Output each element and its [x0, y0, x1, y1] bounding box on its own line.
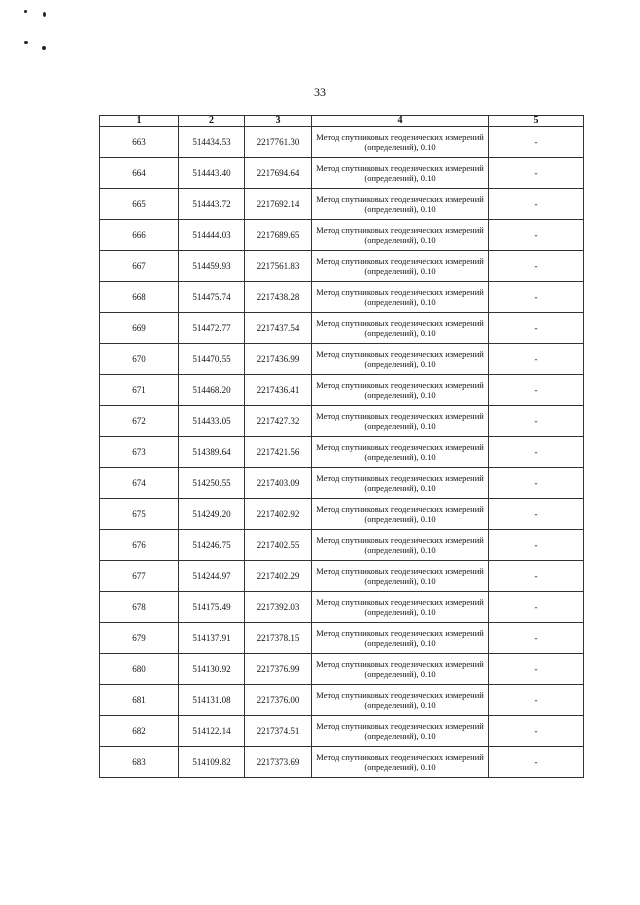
point-number-cell: 678 [100, 592, 179, 623]
table-row [100, 499, 584, 530]
point-number-cell: 670 [100, 344, 179, 375]
point-number-cell: 681 [100, 685, 179, 716]
table-row [100, 220, 584, 251]
point-number-cell: 674 [100, 468, 179, 499]
note-cell: - [489, 499, 584, 530]
scan-speck [43, 12, 46, 17]
method-cell: Метод спутниковых геодезических измерений (определений), 0.10 [312, 747, 489, 778]
column-header: 4 [312, 116, 489, 127]
table-row [100, 747, 584, 778]
table-row [100, 654, 584, 685]
y-coordinate-cell: 2217376.99 [245, 654, 312, 685]
x-coordinate-cell: 514250.55 [179, 468, 245, 499]
column-header: 1 [100, 116, 179, 127]
method-cell: Метод спутниковых геодезических измерений (определений), 0.10 [312, 344, 489, 375]
point-number-cell: 666 [100, 220, 179, 251]
point-number-cell: 680 [100, 654, 179, 685]
y-coordinate-cell: 2217427.32 [245, 406, 312, 437]
table-row [100, 375, 584, 406]
point-number-cell: 672 [100, 406, 179, 437]
note-cell: - [489, 375, 584, 406]
method-cell: Метод спутниковых геодезических измерений (определений), 0.10 [312, 530, 489, 561]
scan-speck [24, 41, 28, 44]
scan-speck [42, 46, 46, 50]
note-cell: - [489, 406, 584, 437]
note-cell: - [489, 592, 584, 623]
y-coordinate-cell: 2217561.83 [245, 251, 312, 282]
x-coordinate-cell: 514122.14 [179, 716, 245, 747]
point-number-cell: 671 [100, 375, 179, 406]
method-cell: Метод спутниковых геодезических измерений (определений), 0.10 [312, 313, 489, 344]
y-coordinate-cell: 2217374.51 [245, 716, 312, 747]
method-cell: Метод спутниковых геодезических измерений (определений), 0.10 [312, 220, 489, 251]
method-cell: Метод спутниковых геодезических измерений (определений), 0.10 [312, 282, 489, 313]
table-row [100, 127, 584, 158]
note-cell: - [489, 251, 584, 282]
y-coordinate-cell: 2217436.99 [245, 344, 312, 375]
x-coordinate-cell: 514244.97 [179, 561, 245, 592]
column-header: 5 [489, 116, 584, 127]
method-cell: Метод спутниковых геодезических измерений (определений), 0.10 [312, 406, 489, 437]
point-number-cell: 665 [100, 189, 179, 220]
note-cell: - [489, 530, 584, 561]
note-cell: - [489, 189, 584, 220]
x-coordinate-cell: 514246.75 [179, 530, 245, 561]
x-coordinate-cell: 514109.82 [179, 747, 245, 778]
point-number-cell: 683 [100, 747, 179, 778]
table-row [100, 437, 584, 468]
table-row [100, 313, 584, 344]
note-cell: - [489, 158, 584, 189]
x-coordinate-cell: 514443.72 [179, 189, 245, 220]
y-coordinate-cell: 2217392.03 [245, 592, 312, 623]
point-number-cell: 682 [100, 716, 179, 747]
y-coordinate-cell: 2217421.56 [245, 437, 312, 468]
y-coordinate-cell: 2217694.64 [245, 158, 312, 189]
table-row [100, 282, 584, 313]
note-cell: - [489, 623, 584, 654]
method-cell: Метод спутниковых геодезических измерений (определений), 0.10 [312, 251, 489, 282]
y-coordinate-cell: 2217378.15 [245, 623, 312, 654]
x-coordinate-cell: 514444.03 [179, 220, 245, 251]
table-row [100, 623, 584, 654]
y-coordinate-cell: 2217402.92 [245, 499, 312, 530]
x-coordinate-cell: 514459.93 [179, 251, 245, 282]
column-header: 3 [245, 116, 312, 127]
table-row [100, 189, 584, 220]
method-cell: Метод спутниковых геодезических измерений (определений), 0.10 [312, 437, 489, 468]
x-coordinate-cell: 514389.64 [179, 437, 245, 468]
y-coordinate-cell: 2217436.41 [245, 375, 312, 406]
x-coordinate-cell: 514249.20 [179, 499, 245, 530]
table-row [100, 406, 584, 437]
table-row [100, 592, 584, 623]
table-row [100, 716, 584, 747]
note-cell: - [489, 313, 584, 344]
point-number-cell: 663 [100, 127, 179, 158]
point-number-cell: 677 [100, 561, 179, 592]
y-coordinate-cell: 2217437.54 [245, 313, 312, 344]
y-coordinate-cell: 2217376.00 [245, 685, 312, 716]
y-coordinate-cell: 2217402.29 [245, 561, 312, 592]
method-cell: Метод спутниковых геодезических измерений (определений), 0.10 [312, 561, 489, 592]
y-coordinate-cell: 2217402.55 [245, 530, 312, 561]
method-cell: Метод спутниковых геодезических измерений (определений), 0.10 [312, 468, 489, 499]
note-cell: - [489, 282, 584, 313]
table-body [100, 127, 584, 778]
method-cell: Метод спутниковых геодезических измерений (определений), 0.10 [312, 716, 489, 747]
point-number-cell: 673 [100, 437, 179, 468]
y-coordinate-cell: 2217689.65 [245, 220, 312, 251]
x-coordinate-cell: 514468.20 [179, 375, 245, 406]
x-coordinate-cell: 514470.55 [179, 344, 245, 375]
x-coordinate-cell: 514434.53 [179, 127, 245, 158]
note-cell: - [489, 561, 584, 592]
method-cell: Метод спутниковых геодезических измерений (определений), 0.10 [312, 375, 489, 406]
table-row [100, 468, 584, 499]
x-coordinate-cell: 514433.05 [179, 406, 245, 437]
coordinates-table [99, 115, 584, 778]
x-coordinate-cell: 514131.08 [179, 685, 245, 716]
note-cell: - [489, 468, 584, 499]
table-row [100, 561, 584, 592]
table-row [100, 685, 584, 716]
point-number-cell: 669 [100, 313, 179, 344]
x-coordinate-cell: 514175.49 [179, 592, 245, 623]
x-coordinate-cell: 514137.91 [179, 623, 245, 654]
method-cell: Метод спутниковых геодезических измерений (определений), 0.10 [312, 127, 489, 158]
point-number-cell: 679 [100, 623, 179, 654]
point-number-cell: 667 [100, 251, 179, 282]
page-number: 33 [314, 85, 326, 99]
method-cell: Метод спутниковых геодезических измерений (определений), 0.10 [312, 158, 489, 189]
y-coordinate-cell: 2217438.28 [245, 282, 312, 313]
table-header-row [100, 116, 584, 127]
method-cell: Метод спутниковых геодезических измерений (определений), 0.10 [312, 592, 489, 623]
note-cell: - [489, 437, 584, 468]
note-cell: - [489, 127, 584, 158]
table-row [100, 158, 584, 189]
y-coordinate-cell: 2217403.09 [245, 468, 312, 499]
x-coordinate-cell: 514443.40 [179, 158, 245, 189]
note-cell: - [489, 344, 584, 375]
method-cell: Метод спутниковых геодезических измерений (определений), 0.10 [312, 623, 489, 654]
note-cell: - [489, 654, 584, 685]
method-cell: Метод спутниковых геодезических измерений (определений), 0.10 [312, 654, 489, 685]
table-row [100, 344, 584, 375]
y-coordinate-cell: 2217373.69 [245, 747, 312, 778]
point-number-cell: 676 [100, 530, 179, 561]
note-cell: - [489, 220, 584, 251]
point-number-cell: 668 [100, 282, 179, 313]
note-cell: - [489, 685, 584, 716]
column-header: 2 [179, 116, 245, 127]
table-row [100, 251, 584, 282]
y-coordinate-cell: 2217692.14 [245, 189, 312, 220]
y-coordinate-cell: 2217761.30 [245, 127, 312, 158]
point-number-cell: 664 [100, 158, 179, 189]
method-cell: Метод спутниковых геодезических измерений (определений), 0.10 [312, 685, 489, 716]
table-row [100, 530, 584, 561]
scan-speck [24, 10, 27, 13]
method-cell: Метод спутниковых геодезических измерений (определений), 0.10 [312, 189, 489, 220]
point-number-cell: 675 [100, 499, 179, 530]
method-cell: Метод спутниковых геодезических измерений (определений), 0.10 [312, 499, 489, 530]
note-cell: - [489, 747, 584, 778]
x-coordinate-cell: 514475.74 [179, 282, 245, 313]
note-cell: - [489, 716, 584, 747]
x-coordinate-cell: 514130.92 [179, 654, 245, 685]
x-coordinate-cell: 514472.77 [179, 313, 245, 344]
